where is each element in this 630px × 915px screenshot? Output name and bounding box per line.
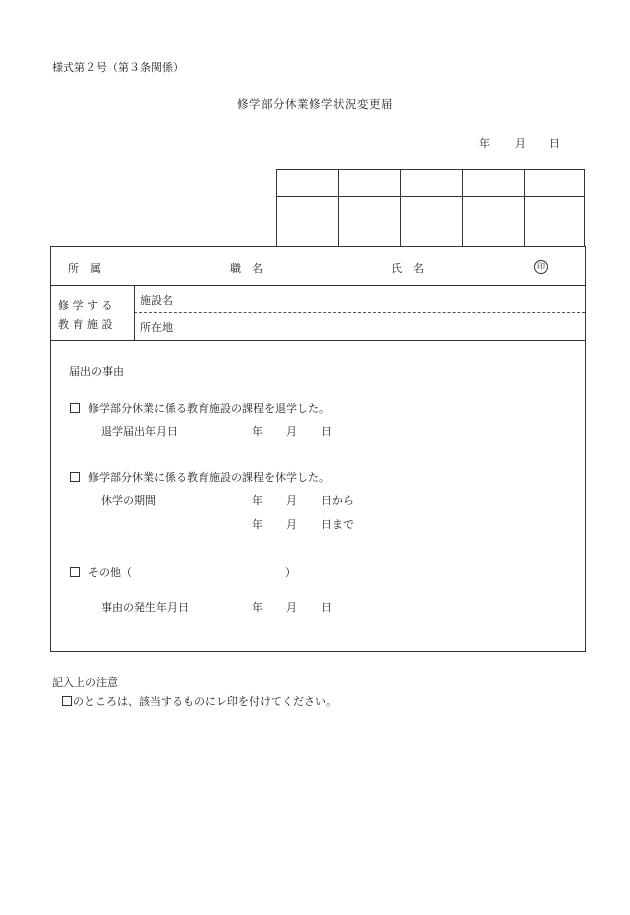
other-reason-checkbox[interactable] bbox=[70, 567, 80, 577]
notes-body bbox=[62, 693, 337, 709]
facility-label-line1: 修 学 す る bbox=[58, 299, 113, 312]
approval-stamp-grid bbox=[276, 169, 585, 246]
checkbox-symbol-icon bbox=[62, 696, 72, 706]
withdrawal-option-text: 修学部分休業に係る教育施設の課程を退学した。 bbox=[88, 402, 330, 415]
date-year-label: 年 bbox=[479, 137, 490, 150]
date-day-label: 日 bbox=[549, 137, 560, 150]
leave-from-month-label: 月 bbox=[286, 494, 297, 507]
other-reason-text: その他（ bbox=[88, 566, 132, 579]
leave-from-day-label: 日から bbox=[321, 494, 354, 507]
facility-name-label: 施設名 bbox=[140, 294, 173, 307]
occurrence-month-label: 月 bbox=[286, 601, 297, 614]
leave-from-year-label: 年 bbox=[252, 494, 263, 507]
leave-to-month-label: 月 bbox=[286, 518, 297, 531]
occurrence-day-label: 日 bbox=[321, 601, 332, 614]
facility-label-line2: 教 育 施 設 bbox=[58, 318, 113, 331]
withdrawal-year-label: 年 bbox=[252, 425, 263, 438]
occurrence-date-label: 事由の発生年月日 bbox=[101, 601, 189, 614]
stamp-grid-divider bbox=[277, 196, 584, 197]
leave-to-day-label: 日まで bbox=[321, 518, 354, 531]
other-reason-close-paren: ） bbox=[285, 566, 296, 579]
stamp-grid-column-divider bbox=[524, 170, 525, 246]
withdrawal-day-label: 日 bbox=[321, 425, 332, 438]
form-body bbox=[50, 246, 586, 652]
leave-period-label: 休学の期間 bbox=[101, 494, 156, 507]
stamp-grid-column-divider bbox=[338, 170, 339, 246]
form-number: 様式第２号（第３条関係） bbox=[52, 61, 184, 74]
leave-of-absence-checkbox[interactable] bbox=[70, 472, 80, 482]
withdrawal-checkbox[interactable] bbox=[70, 403, 80, 413]
facility-location-label: 所在地 bbox=[140, 321, 173, 334]
row-divider bbox=[51, 285, 585, 286]
affiliation-label: 所 属 bbox=[68, 262, 101, 275]
reason-heading: 届出の事由 bbox=[69, 365, 124, 378]
form-title: 修学部分休業修学状況変更届 bbox=[237, 97, 393, 111]
facility-label-divider bbox=[134, 285, 135, 340]
date-month-label: 月 bbox=[515, 137, 526, 150]
position-label: 職 名 bbox=[230, 262, 263, 275]
withdrawal-date-label: 退学届出年月日 bbox=[101, 425, 178, 438]
name-label: 氏 名 bbox=[391, 262, 424, 275]
row-divider bbox=[51, 340, 585, 341]
stamp-grid-column-divider bbox=[400, 170, 401, 246]
occurrence-year-label: 年 bbox=[252, 601, 263, 614]
withdrawal-month-label: 月 bbox=[286, 425, 297, 438]
facility-dashed-divider bbox=[134, 312, 585, 313]
seal-mark-icon: 印 bbox=[534, 260, 548, 274]
leave-to-year-label: 年 bbox=[252, 518, 263, 531]
leave-of-absence-option-text: 修学部分休業に係る教育施設の課程を休学した。 bbox=[88, 471, 330, 484]
notes-text: のところは、該当するものにレ印を付けてください。 bbox=[73, 695, 337, 708]
notes-heading: 記入上の注意 bbox=[52, 676, 118, 689]
stamp-grid-column-divider bbox=[462, 170, 463, 246]
